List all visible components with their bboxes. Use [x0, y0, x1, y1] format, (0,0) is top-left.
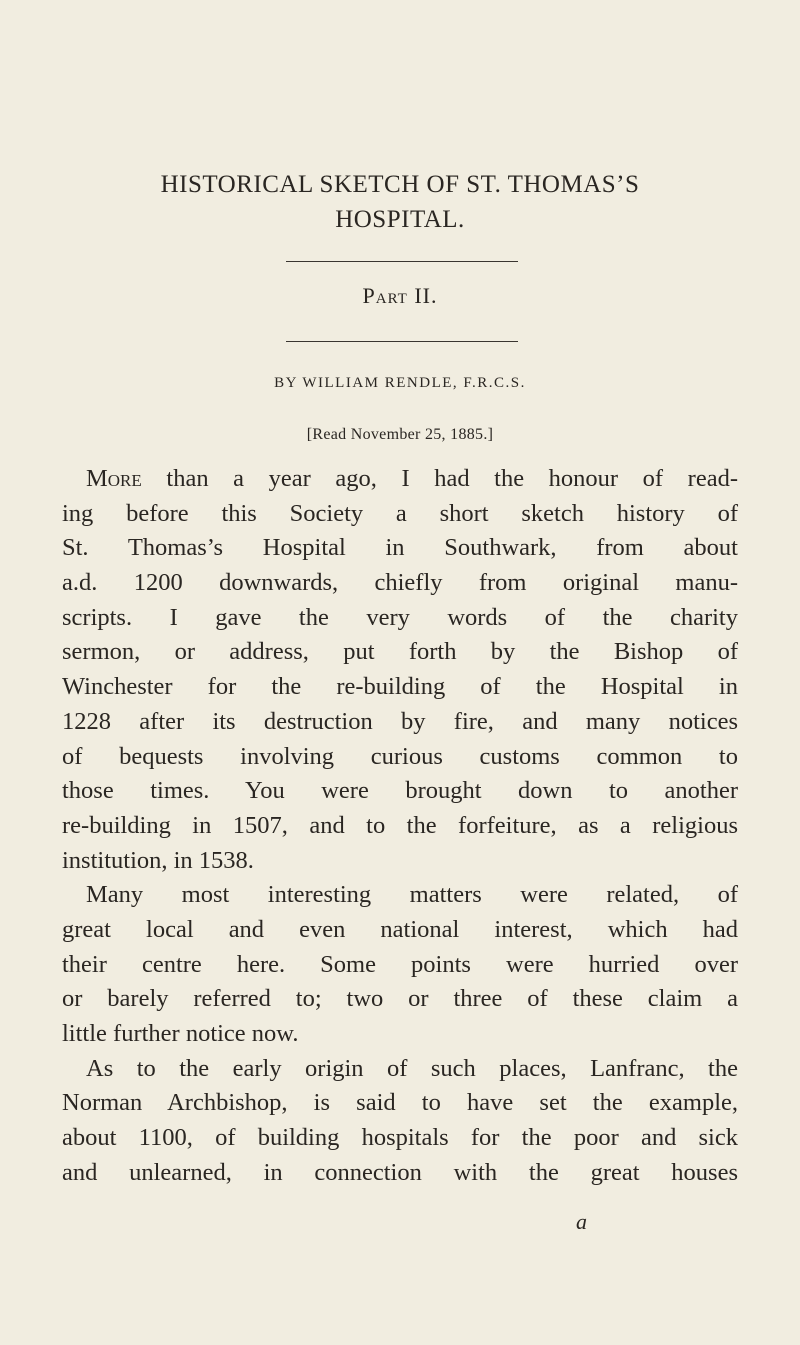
paragraph-1-line: a.d. 1200 downwards, chiefly from original manu-	[62, 569, 738, 597]
paragraph-2-line: their centre here. Some points were hurried over	[62, 950, 738, 978]
paragraph-3-line: and unlearned, in connection with the great houses	[62, 1158, 738, 1186]
read-date-note: [Read November 25, 1885.]	[306, 426, 494, 443]
part-heading: Part II.	[362, 283, 438, 308]
body-text	[62, 462, 738, 1190]
paragraph-1-line: re-building in 1507, and to the forfeiture, as a religious	[62, 811, 738, 839]
paragraph-1-line: Winchester for the re-building of the Hospital in	[62, 673, 738, 701]
paragraph-1-line: St. Thomas’s Hospital in Southwark, from about	[62, 534, 738, 562]
rule-top	[286, 261, 518, 262]
paragraph-2-line: or barely referred to; two or three of these claim a	[62, 985, 738, 1013]
paragraph-1-line: sermon, or address, put forth by the Bishop of	[62, 638, 738, 666]
title-line-1: HISTORICAL SKETCH OF ST. THOMAS’S	[160, 171, 640, 198]
paragraph-2-line: great local and even national interest, which had	[62, 915, 738, 943]
paragraph-1-line: ing before this Society a short sketch history of	[62, 499, 738, 527]
paragraph-2-line: Many most interesting matters were related, of	[86, 881, 738, 909]
paragraph-3-line: As to the early origin of such places, Lanfranc, the	[86, 1054, 738, 1082]
paragraph-1-line: scripts. I gave the very words of the charity	[62, 603, 738, 631]
paragraph-1-line: 1228 after its destruction by fire, and many notices	[62, 707, 738, 735]
paragraph-1-line: institution, in 1538.	[62, 846, 254, 874]
paragraph-1-line-1: More than a year ago, I had the honour of read-	[86, 465, 738, 492]
author-byline: BY WILLIAM RENDLE, F.R.C.S.	[274, 375, 526, 391]
paragraph-3-line: about 1100, of building hospitals for the poor and sick	[62, 1124, 738, 1152]
signature-mark: a	[576, 1209, 587, 1234]
title-line-2: HOSPITAL.	[335, 206, 465, 233]
drop-word: More	[86, 465, 142, 492]
paragraph-1-line: of bequests involving curious customs common to	[62, 742, 738, 770]
paragraph-3-line: Norman Archbishop, is said to have set the example,	[62, 1089, 738, 1117]
paragraph-2-line: little further notice now.	[62, 1020, 299, 1047]
rule-bottom	[286, 341, 518, 342]
paragraph-1-line: those times. You were brought down to another	[62, 777, 738, 805]
